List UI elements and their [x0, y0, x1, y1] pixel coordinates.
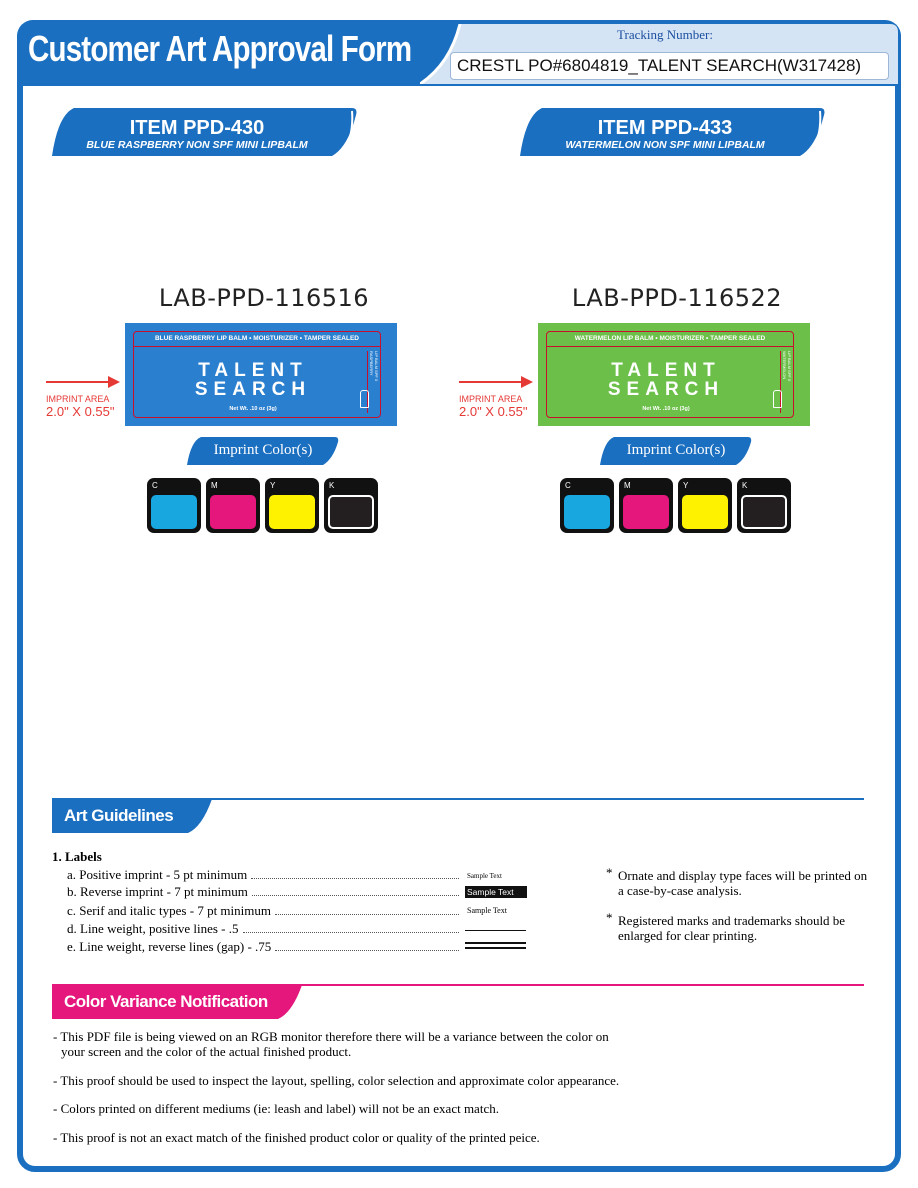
note-text: Registered marks and trademarks should be enlarged for clear printing.: [618, 913, 846, 943]
variance-text: - This proof is not an exact match of the finished product color or quality of the printed peice.: [53, 1130, 540, 1145]
sample-reverse-line: [465, 942, 526, 949]
label-net-weight: Net Wt. .10 oz (3g): [642, 406, 690, 412]
arrow-right-icon: [46, 374, 122, 390]
item-tab-ppd-430: [52, 107, 358, 157]
sample-serif: Sample Text: [467, 906, 507, 915]
tracking-number-label: Tracking Number:: [617, 27, 713, 42]
swatch-letter: Y: [683, 481, 689, 490]
art-guidelines-tab: [52, 799, 212, 833]
guideline-text: a. Positive imprint - 5 pt minimum: [67, 867, 248, 882]
swatch-cyan: [147, 478, 201, 533]
guideline-note: [606, 910, 868, 943]
label-proof-blue-raspberry: [125, 323, 397, 426]
variance-item: [53, 1130, 753, 1145]
swatch-black: [324, 478, 378, 533]
note-star: *: [606, 910, 613, 925]
form-title: Customer Art Approval Form: [28, 28, 412, 69]
item-title: ITEM PPD-430: [129, 117, 265, 139]
note-text: Ornate and display type faces will be printed on a case-by-case analysis.: [618, 868, 868, 898]
label-side-text: LIP BALM SPF 0 RASPBERRY: [369, 351, 379, 382]
variance-item: [53, 1101, 753, 1116]
variance-item: [53, 1029, 753, 1059]
label-brand-line1: TALENT: [198, 360, 308, 381]
lipbalm-tube-icon: [773, 390, 782, 408]
guideline-row: [67, 921, 462, 937]
variance-text: - Colors printed on different mediums (ie: leash and label) will not be an exact match.: [53, 1101, 499, 1116]
imprint-area-label: IMPRINT AREA: [459, 394, 523, 404]
swatch-letter: C: [152, 481, 158, 490]
label-top-text: WATERMELON LIP BALM • MOISTURIZER • TAMPER SEALED: [546, 331, 794, 347]
guideline-note: [606, 865, 868, 898]
tracking-number-field[interactable]: CRESTL PO#6804819_TALENT SEARCH(W317428): [450, 52, 889, 80]
guideline-text: c. Serif and italic types - 7 pt minimum: [67, 903, 271, 918]
lipbalm-tube-icon: [360, 390, 369, 408]
swatch-magenta: [206, 478, 260, 533]
variance-text-cont: your screen and the color of the actual finished product.: [61, 1044, 352, 1059]
swatch-letter: Y: [270, 481, 276, 490]
note-star: *: [606, 865, 613, 880]
item-subtitle: WATERMELON NON SPF MINI LIPBALM: [565, 139, 765, 151]
sample-reverse: Sample Text: [465, 886, 527, 898]
guideline-text: b. Reverse imprint - 7 pt minimum: [67, 884, 248, 899]
art-guidelines-heading: Art Guidelines: [64, 806, 174, 825]
guideline-row: [67, 903, 462, 919]
swatch-letter: M: [624, 481, 631, 490]
label-brand-line2: SEARCH: [607, 379, 725, 400]
imprint-area-label: IMPRINT AREA: [46, 394, 110, 404]
item-tab-ppd-433: [520, 107, 826, 157]
item-title: ITEM PPD-433: [597, 117, 733, 139]
color-variance-tab: [52, 985, 302, 1019]
sample-positive-line: [465, 930, 526, 931]
color-variance-heading: Color Variance Notification: [64, 992, 268, 1011]
label-side-text: LIP BALM SPF 0 WATERMELON: [782, 351, 792, 382]
swatch-yellow: [678, 478, 732, 533]
imprint-area-size: 2.0" X 0.55": [46, 404, 115, 419]
imprint-area-indicator: [459, 374, 539, 424]
imprint-colors-label: Imprint Color(s): [213, 442, 313, 458]
guideline-row: [67, 867, 462, 883]
label-net-weight: Net Wt. .10 oz (3g): [229, 406, 277, 412]
swatch-yellow: [265, 478, 319, 533]
guideline-row: [67, 939, 462, 955]
lab-code: LAB-PPD-116516: [158, 284, 370, 312]
item-subtitle: BLUE RASPBERRY NON SPF MINI LIPBALM: [86, 139, 308, 151]
imprint-colors-pill: [187, 437, 339, 465]
label-brand-line2: SEARCH: [194, 379, 312, 400]
label-brand-line1: TALENT: [611, 360, 721, 381]
swatch-letter: M: [211, 481, 218, 490]
swatch-cyan: [560, 478, 614, 533]
imprint-area-size: 2.0" X 0.55": [459, 404, 528, 419]
swatch-letter: C: [565, 481, 571, 490]
swatch-magenta: [619, 478, 673, 533]
imprint-colors-label: Imprint Color(s): [626, 442, 726, 458]
variance-text: - This proof should be used to inspect the layout, spelling, color selection and approximate color appearance.: [53, 1073, 620, 1088]
guideline-text: e. Line weight, reverse lines (gap) - .75: [67, 939, 272, 954]
swatch-letter: K: [329, 481, 335, 490]
imprint-colors-pill: [600, 437, 752, 465]
label-proof-watermelon: [538, 323, 810, 426]
swatch-black: [737, 478, 791, 533]
arrow-right-icon: [459, 374, 535, 390]
swatch-letter: K: [742, 481, 748, 490]
variance-text: - This PDF file is being viewed on an RGB monitor therefore there will be a variance between the color on: [53, 1029, 609, 1044]
sample-positive: Sample Text: [467, 872, 502, 880]
imprint-area-indicator: [46, 374, 126, 424]
label-top-text: BLUE RASPBERRY LIP BALM • MOISTURIZER • TAMPER SEALED: [133, 331, 381, 347]
guideline-row: [67, 884, 462, 900]
guideline-text: d. Line weight, positive lines - .5: [67, 921, 239, 936]
labels-heading: 1. Labels: [52, 849, 102, 864]
variance-item: [53, 1073, 753, 1088]
lab-code: LAB-PPD-116522: [571, 284, 783, 312]
